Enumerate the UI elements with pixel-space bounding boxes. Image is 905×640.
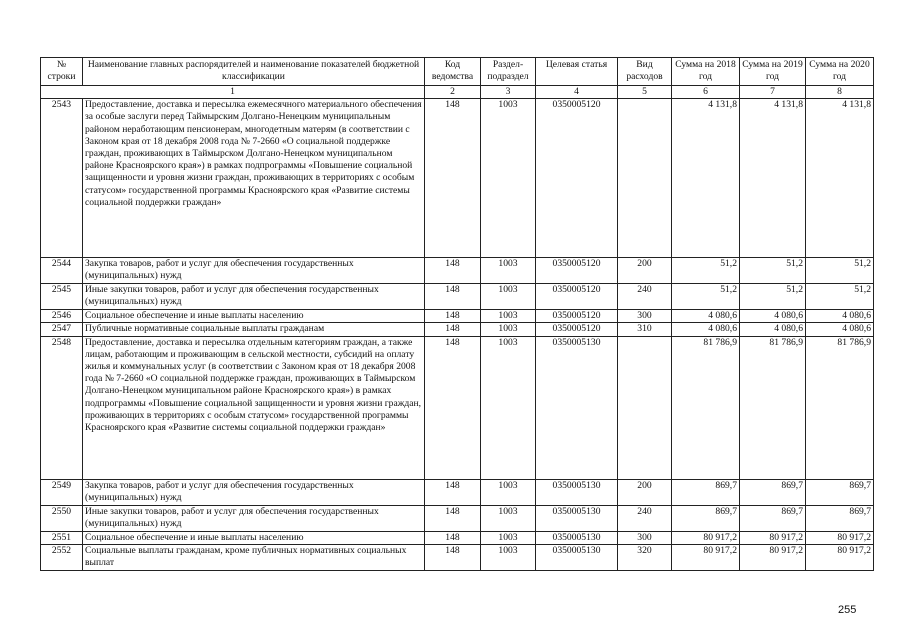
table-row — [41, 323, 874, 336]
expense-type: 240 — [618, 505, 672, 531]
expense-type: 240 — [618, 284, 672, 310]
table-row — [41, 258, 874, 284]
row-number: 2546 — [41, 310, 83, 323]
header-row — [41, 58, 874, 86]
column-number: 2 — [425, 86, 481, 99]
sum-2019: 4 131,8 — [740, 99, 806, 258]
sum-2018: 80 917,2 — [672, 531, 740, 544]
dept-code: 148 — [425, 258, 481, 284]
dept-code: 148 — [425, 336, 481, 479]
expense-type: 320 — [618, 544, 672, 570]
header-row-no: № строки — [41, 58, 83, 86]
table-row — [41, 284, 874, 310]
row-name: Закупка товаров, работ и услуг для обеспечения государственных (муниципальных) нужд — [83, 479, 425, 505]
row-number: 2543 — [41, 99, 83, 258]
section-code: 1003 — [481, 258, 536, 284]
column-number: 7 — [740, 86, 806, 99]
row-name: Иные закупки товаров, работ и услуг для обеспечения государственных (муниципальных) нужд — [83, 505, 425, 531]
header-sum-2020: Сумма на 2020 год — [806, 58, 874, 86]
sum-2019: 80 917,2 — [740, 544, 806, 570]
dept-code: 148 — [425, 531, 481, 544]
sum-2019: 4 080,6 — [740, 310, 806, 323]
dept-code: 148 — [425, 479, 481, 505]
target-code: 0350005130 — [536, 544, 618, 570]
header-target: Целевая статья — [536, 58, 618, 86]
column-number: 6 — [672, 86, 740, 99]
row-name: Иные закупки товаров, работ и услуг для обеспечения государственных (муниципальных) нужд — [83, 284, 425, 310]
target-code: 0350005120 — [536, 310, 618, 323]
sum-2020: 4 131,8 — [806, 99, 874, 258]
header-sum-2019: Сумма на 2019 год — [740, 58, 806, 86]
section-code: 1003 — [481, 310, 536, 323]
dept-code: 148 — [425, 323, 481, 336]
sum-2018: 4 080,6 — [672, 310, 740, 323]
row-number: 2551 — [41, 531, 83, 544]
header-dept-code: Код ведомства — [425, 58, 481, 86]
sum-2018: 81 786,9 — [672, 336, 740, 479]
sum-2020: 4 080,6 — [806, 310, 874, 323]
expense-type — [618, 336, 672, 479]
sum-2019: 869,7 — [740, 479, 806, 505]
sum-2019: 51,2 — [740, 284, 806, 310]
sum-2018: 869,7 — [672, 479, 740, 505]
expense-type: 310 — [618, 323, 672, 336]
column-number: 5 — [618, 86, 672, 99]
target-code: 0350005120 — [536, 258, 618, 284]
target-code: 0350005120 — [536, 323, 618, 336]
row-name: Закупка товаров, работ и услуг для обеспечения государственных (муниципальных) нужд — [83, 258, 425, 284]
sum-2018: 869,7 — [672, 505, 740, 531]
sum-2018: 51,2 — [672, 258, 740, 284]
table-row — [41, 310, 874, 323]
sum-2020: 51,2 — [806, 258, 874, 284]
section-code: 1003 — [481, 479, 536, 505]
target-code: 0350005120 — [536, 284, 618, 310]
target-code: 0350005130 — [536, 479, 618, 505]
row-name: Публичные нормативные социальные выплаты гражданам — [83, 323, 425, 336]
sum-2018: 4 131,8 — [672, 99, 740, 258]
sum-2018: 51,2 — [672, 284, 740, 310]
section-code: 1003 — [481, 505, 536, 531]
sum-2019: 51,2 — [740, 258, 806, 284]
target-code: 0350005120 — [536, 99, 618, 258]
sum-2020: 80 917,2 — [806, 544, 874, 570]
sum-2018: 80 917,2 — [672, 544, 740, 570]
row-number: 2550 — [41, 505, 83, 531]
target-code: 0350005130 — [536, 336, 618, 479]
dept-code: 148 — [425, 505, 481, 531]
target-code: 0350005130 — [536, 531, 618, 544]
table-row — [41, 479, 874, 505]
dept-code: 148 — [425, 310, 481, 323]
dept-code: 148 — [425, 544, 481, 570]
table-row — [41, 531, 874, 544]
row-name: Социальное обеспечение и иные выплаты населению — [83, 310, 425, 323]
sum-2020: 4 080,6 — [806, 323, 874, 336]
budget-table — [40, 57, 874, 571]
column-number-row — [41, 86, 874, 99]
sum-2020: 869,7 — [806, 505, 874, 531]
row-number: 2552 — [41, 544, 83, 570]
column-number: 4 — [536, 86, 618, 99]
sum-2019: 81 786,9 — [740, 336, 806, 479]
header-section: Раздел-подраздел — [481, 58, 536, 86]
row-number: 2545 — [41, 284, 83, 310]
section-code: 1003 — [481, 284, 536, 310]
expense-type: 200 — [618, 258, 672, 284]
expense-type: 300 — [618, 310, 672, 323]
sum-2020: 869,7 — [806, 479, 874, 505]
table-body — [41, 99, 874, 571]
row-number: 2548 — [41, 336, 83, 479]
sum-2019: 80 917,2 — [740, 531, 806, 544]
header-sum-2018: Сумма на 2018 год — [672, 58, 740, 86]
expense-type: 200 — [618, 479, 672, 505]
section-code: 1003 — [481, 531, 536, 544]
row-name: Предоставление, доставка и пересылка отдельным категориям граждан, а также лицам, работающим и проживающим в сельской местности, субсидий на оплату жилья и коммунальных услуг (в соответствии с Законом края от 18 декабря 2008 года № 7-2660 «О социальной поддержке граждан, проживающих в Таймырском Долгано-Ненецком муниципальном районе Красноярского края») в рамках подпрограммы «Повышение социальной защищенности и уровня жизни граждан, проживающих в территориях с особым статусом» государственной программы Красноярского края «Развитие системы социальной поддержки граждан» — [83, 336, 425, 479]
table-row — [41, 99, 874, 258]
header-expense-type: Вид расходов — [618, 58, 672, 86]
row-number: 2544 — [41, 258, 83, 284]
sum-2019: 4 080,6 — [740, 323, 806, 336]
dept-code: 148 — [425, 99, 481, 258]
row-name: Предоставление, доставка и пересылка ежемесячного материального обеспечения за особые заслуги перед Таймырским Долгано-Ненецким муниципальным районом неработающим пенсионерам, многодетным матерям (в соответствии с Законом края от 18 декабря 2008 года № 7-2660 «О социальной поддержке граждан, проживающих в Таймырском Долгано-Ненецком муниципальном районе Красноярского края») в рамках подпрограммы «Повышение социальной защищенности и уровня жизни граждан, проживающих в территориях с особым статусом» государственной программы Красноярского края «Развитие системы социальной поддержки граждан» — [83, 99, 425, 258]
expense-type: 300 — [618, 531, 672, 544]
section-code: 1003 — [481, 544, 536, 570]
sum-2020: 81 786,9 — [806, 336, 874, 479]
column-number: 8 — [806, 86, 874, 99]
sum-2020: 80 917,2 — [806, 531, 874, 544]
row-name: Социальные выплаты гражданам, кроме публичных нормативных социальных выплат — [83, 544, 425, 570]
row-number: 2549 — [41, 479, 83, 505]
table-row — [41, 544, 874, 570]
page-number: 255 — [838, 604, 857, 616]
expense-type — [618, 99, 672, 258]
dept-code: 148 — [425, 284, 481, 310]
sum-2020: 51,2 — [806, 284, 874, 310]
section-code: 1003 — [481, 336, 536, 479]
sum-2019: 869,7 — [740, 505, 806, 531]
row-number: 2547 — [41, 323, 83, 336]
table-row — [41, 336, 874, 479]
column-number: 3 — [481, 86, 536, 99]
column-number: 1 — [41, 86, 425, 99]
row-name: Социальное обеспечение и иные выплаты населению — [83, 531, 425, 544]
sum-2018: 4 080,6 — [672, 323, 740, 336]
target-code: 0350005130 — [536, 505, 618, 531]
section-code: 1003 — [481, 323, 536, 336]
header-name: Наименование главных распорядителей и наименование показателей бюджетной классификации — [83, 58, 425, 86]
table-row — [41, 505, 874, 531]
section-code: 1003 — [481, 99, 536, 258]
